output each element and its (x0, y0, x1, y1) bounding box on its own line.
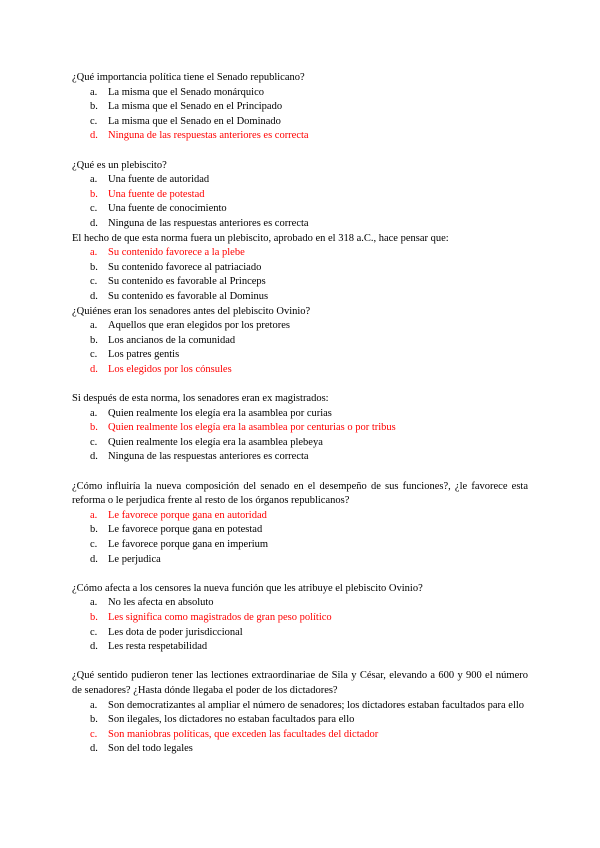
option-6d: d. Le perjudica (90, 553, 161, 565)
option-2a: a. Una fuente de autoridad (90, 174, 210, 186)
document-page (72, 71, 528, 757)
options-list-1 (72, 86, 528, 144)
spacer (72, 465, 528, 480)
question-2: ¿Qué es un plebiscito? (72, 159, 167, 171)
option-4a: a. Aquellos que eran elegidos por los pretores (90, 320, 290, 332)
option-1c: c. La misma que el Senado en el Dominado (90, 115, 281, 127)
option-1b: b. La misma que el Senado en el Principado (90, 101, 283, 113)
option-7b-correct: b. Les significa como magistrados de gran peso político (90, 611, 332, 623)
option-2c: c. Una fuente de conocimiento (90, 203, 227, 215)
options-list-2 (72, 173, 528, 231)
question-6: ¿Cómo influiría la nueva composición del senado en el desempeño de sus funciones?, ¿le favorece esta reforma o le perjudica frente al resto de los órganos republicanos? (72, 480, 528, 507)
question-8: ¿Qué sentido pudieron tener las lectiones extraordinariae de Sila y César, elevando a 600 y 900 el número de senadores? ¿Hasta dónde llegaba el poder de los dictadores? (72, 670, 528, 696)
option-7d: d. Les resta respetabilidad (90, 641, 208, 653)
option-8d: d. Son del todo legales (90, 743, 193, 755)
option-5b-correct: b. Quien realmente los elegía era la asamblea por centurias o por tribus (90, 422, 396, 434)
option-8a: a. Son democratizantes al ampliar el número de senadores; los dictadores estaban facultados para ello (90, 699, 525, 711)
question-5: Si después de esta norma, los senadores eran ex magistrados: (72, 393, 329, 405)
option-2d: d. Ninguna de las respuestas anteriores es correcta (90, 217, 309, 229)
option-6c: c. Le favorece porque gana en imperium (90, 539, 269, 550)
option-3b: b. Su contenido favorece al patriaciado (90, 261, 262, 273)
option-1d-correct: d. Ninguna de las respuestas anteriores es correcta (90, 130, 309, 142)
spacer (72, 144, 528, 159)
options-list-5 (72, 407, 528, 465)
option-4d-correct: d. Los elegidos por los cónsules (90, 363, 232, 375)
option-6a-correct: a. Le favorece porque gana en autoridad (90, 509, 267, 521)
option-8b: b. Son ilegales, los dictadores no estaban facultados para ello (90, 714, 355, 726)
spacer (72, 655, 528, 670)
question-7: ¿Cómo afecta a los censores la nueva función que les atribuye el plebiscito Ovinio? (72, 582, 423, 594)
spacer (72, 377, 528, 392)
option-7c: c. Les dota de poder jurisdiccional (90, 626, 243, 638)
option-7a: a. No les afecta en absoluto (90, 597, 214, 609)
option-4b: b. Los ancianos de la comunidad (90, 334, 236, 346)
option-4c: c. Los patres gentis (90, 349, 180, 361)
options-list-8 (72, 699, 528, 757)
options-list-6 (72, 509, 528, 567)
option-1a: a. La misma que el Senado monárquico (90, 86, 264, 98)
option-3a-correct: a. Su contenido favorece a la plebe (90, 247, 245, 259)
option-5d: d. Ninguna de las respuestas anteriores es correcta (90, 451, 309, 463)
option-5a: a. Quien realmente los elegía era la asamblea por curias (90, 407, 332, 419)
option-8c-correct: c. Son maniobras políticas, que exceden las facultades del dictador (90, 728, 379, 740)
question-1: ¿Qué importancia política tiene el Senado republicano? (72, 72, 305, 83)
options-list-4 (72, 319, 528, 377)
options-list-3 (72, 246, 528, 304)
spacer (72, 567, 528, 582)
option-3c: c. Su contenido es favorable al Princeps (90, 276, 266, 288)
options-list-7 (72, 596, 528, 654)
question-3: El hecho de que esta norma fuera un plebiscito, aprobado en el 318 a.C., hace pensar que: (72, 232, 449, 244)
option-5c: c. Quien realmente los elegía era la asamblea plebeya (90, 436, 323, 448)
option-6b: b. Le favorece porque gana en potestad (90, 524, 263, 536)
question-4: ¿Quiénes eran los senadores antes del plebiscito Ovinio? (72, 305, 311, 317)
option-2b-correct: b. Una fuente de potestad (90, 188, 205, 200)
option-3d: d. Su contenido es favorable al Dominus (90, 290, 269, 302)
